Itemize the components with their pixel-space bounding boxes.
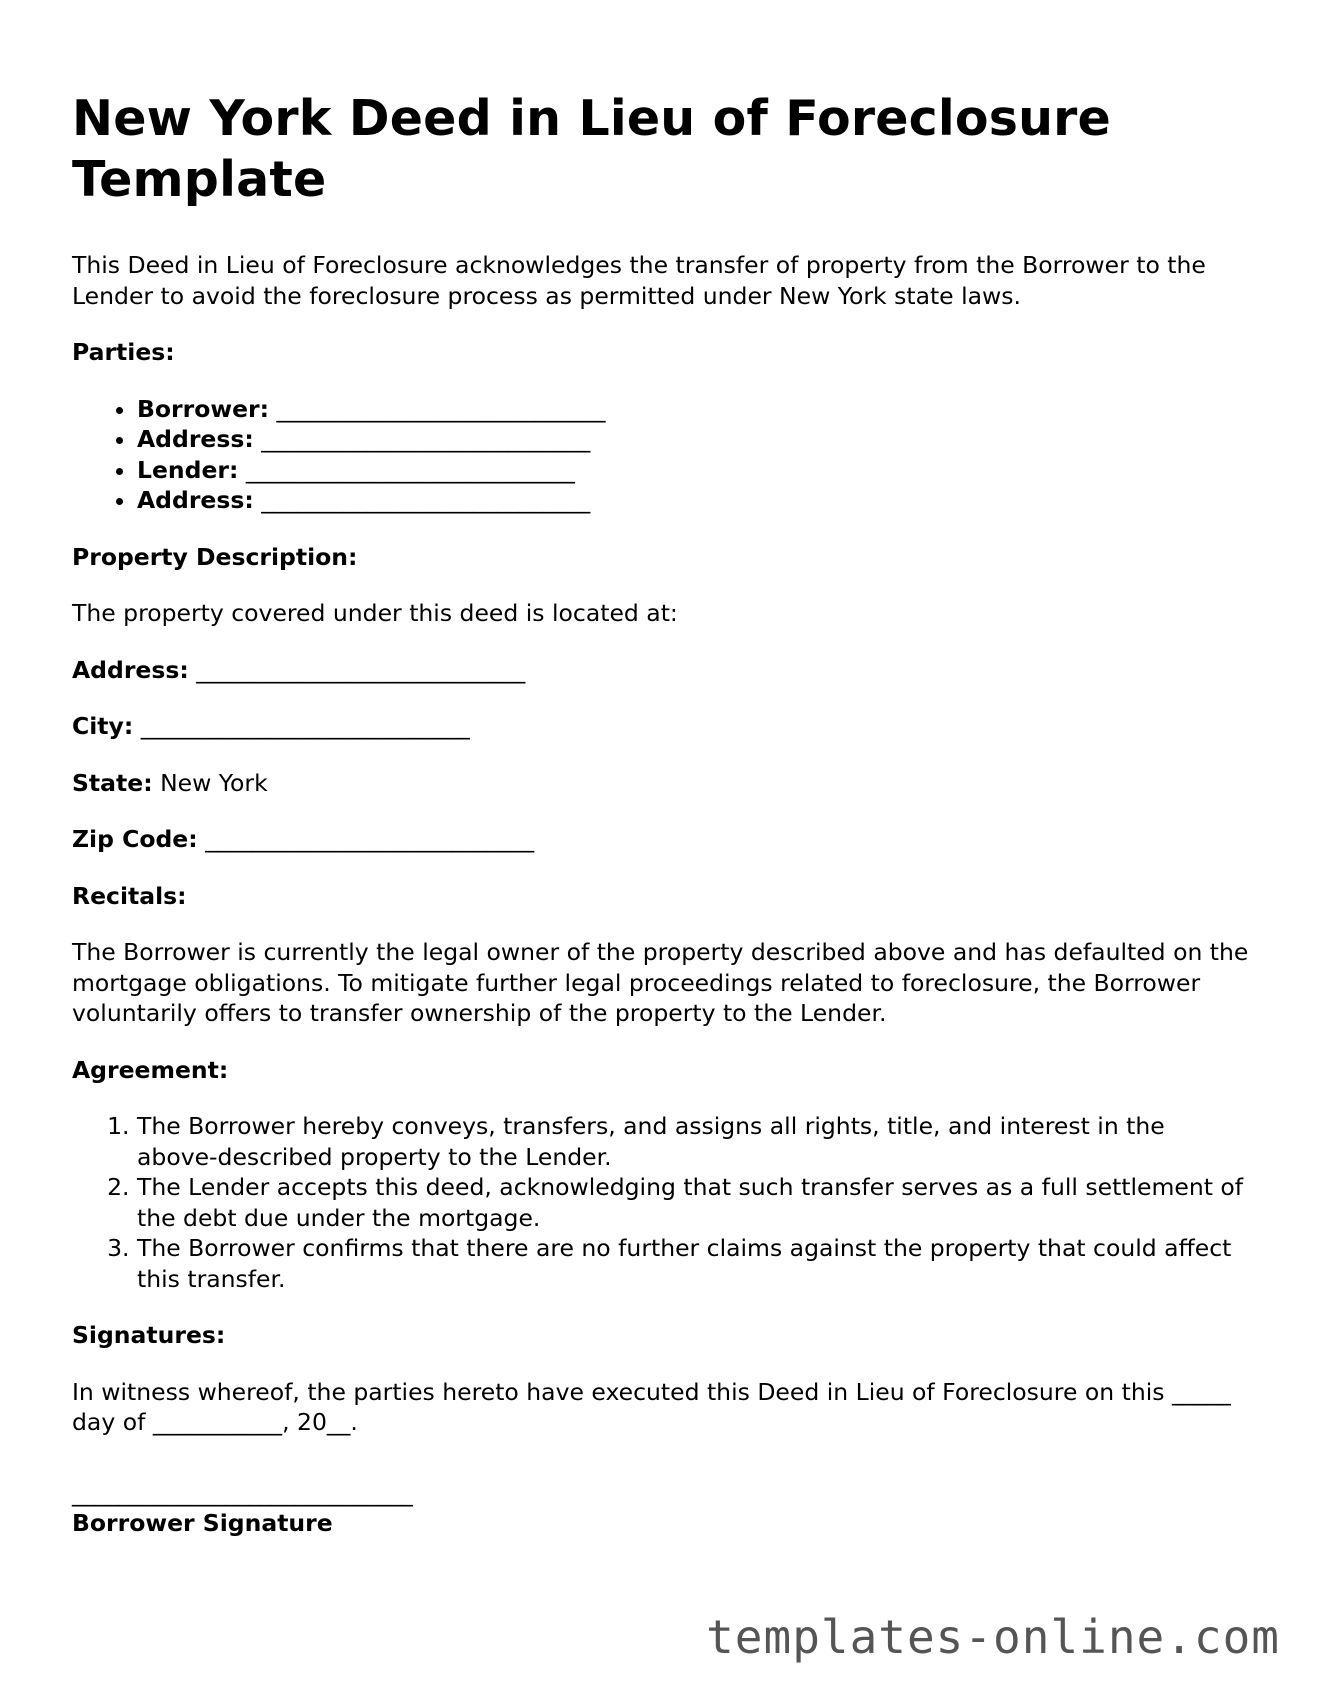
agreement-item: 3. The Borrower confirms that there are no further claims against the property that could affect this transfer. [137,1233,1252,1294]
parties-heading: Parties: [72,338,175,366]
property-city-line [72,711,1252,742]
property-zip-blank: ____________________________ [205,825,535,853]
agreement-heading: Agreement: [72,1055,229,1084]
party-borrower-address [137,424,1252,455]
property-zip-line [72,824,1252,855]
property-city-label: City: [72,712,134,740]
party-lender [137,455,1252,486]
agreement-list [72,1111,1252,1294]
property-heading: Property Description: [72,542,358,571]
document-page [72,88,1252,1539]
signature-line: _____________________________ [72,1478,413,1507]
property-city-blank: ____________________________ [140,712,470,740]
party-blank: ____________________________ [276,394,606,423]
property-address-label: Address: [72,655,189,684]
party-lender-address [137,485,1252,516]
parties-list [72,394,1252,516]
party-blank: ____________________________ [261,425,591,453]
property-zip-label: Zip Code: [72,825,198,853]
party-borrower [137,394,1252,425]
agreement-item: 1. The Borrower hereby conveys, transfers, and assigns all rights, title, and interest in the above-described property to the Lender. [137,1111,1252,1172]
party-label: Lender: [137,455,239,484]
property-text: The property covered under this deed is located at: [72,599,678,627]
page-title: New York Deed in Lieu of Foreclosure Template [72,90,1111,208]
party-blank: ____________________________ [261,486,591,514]
property-address-blank: ____________________________ [196,655,526,684]
borrower-signature-block [72,1478,1252,1539]
agreement-item: 2. The Lender accepts this deed, acknowledging that such transfer serves as a full settlement of the debt due under the mortgage. [137,1172,1252,1233]
property-address-line [72,655,1252,686]
party-label: Borrower: [137,394,270,423]
property-state-value: New York [160,768,268,797]
signatures-heading: Signatures: [72,1321,226,1349]
signatures-text: In witness whereof, the parties hereto have executed this Deed in Lieu of Foreclosure on this _____ day of ___________, 20__. [72,1377,1231,1436]
recitals-heading: Recitals: [72,881,187,910]
party-blank: ____________________________ [245,455,575,484]
property-state-label: State: [72,768,153,797]
recitals-text: The Borrower is currently the legal owner of the property described above and has defaulted on the mortgage obligations. To mitigate further legal proceedings related to foreclosure, the Borrower voluntarily offers to transfer ownership of the property to the Lender. [72,938,1249,1027]
intro-paragraph: This Deed in Lieu of Foreclosure acknowledges the transfer of property from the Borrower to the Lender to avoid the foreclosure process as permitted under New York state laws. [72,251,1206,310]
party-label: Address: [137,425,254,453]
property-state-line [72,768,1252,799]
party-label: Address: [137,486,254,514]
watermark: templates-online.com [706,1610,1280,1664]
borrower-signature-label: Borrower Signature [72,1509,333,1537]
